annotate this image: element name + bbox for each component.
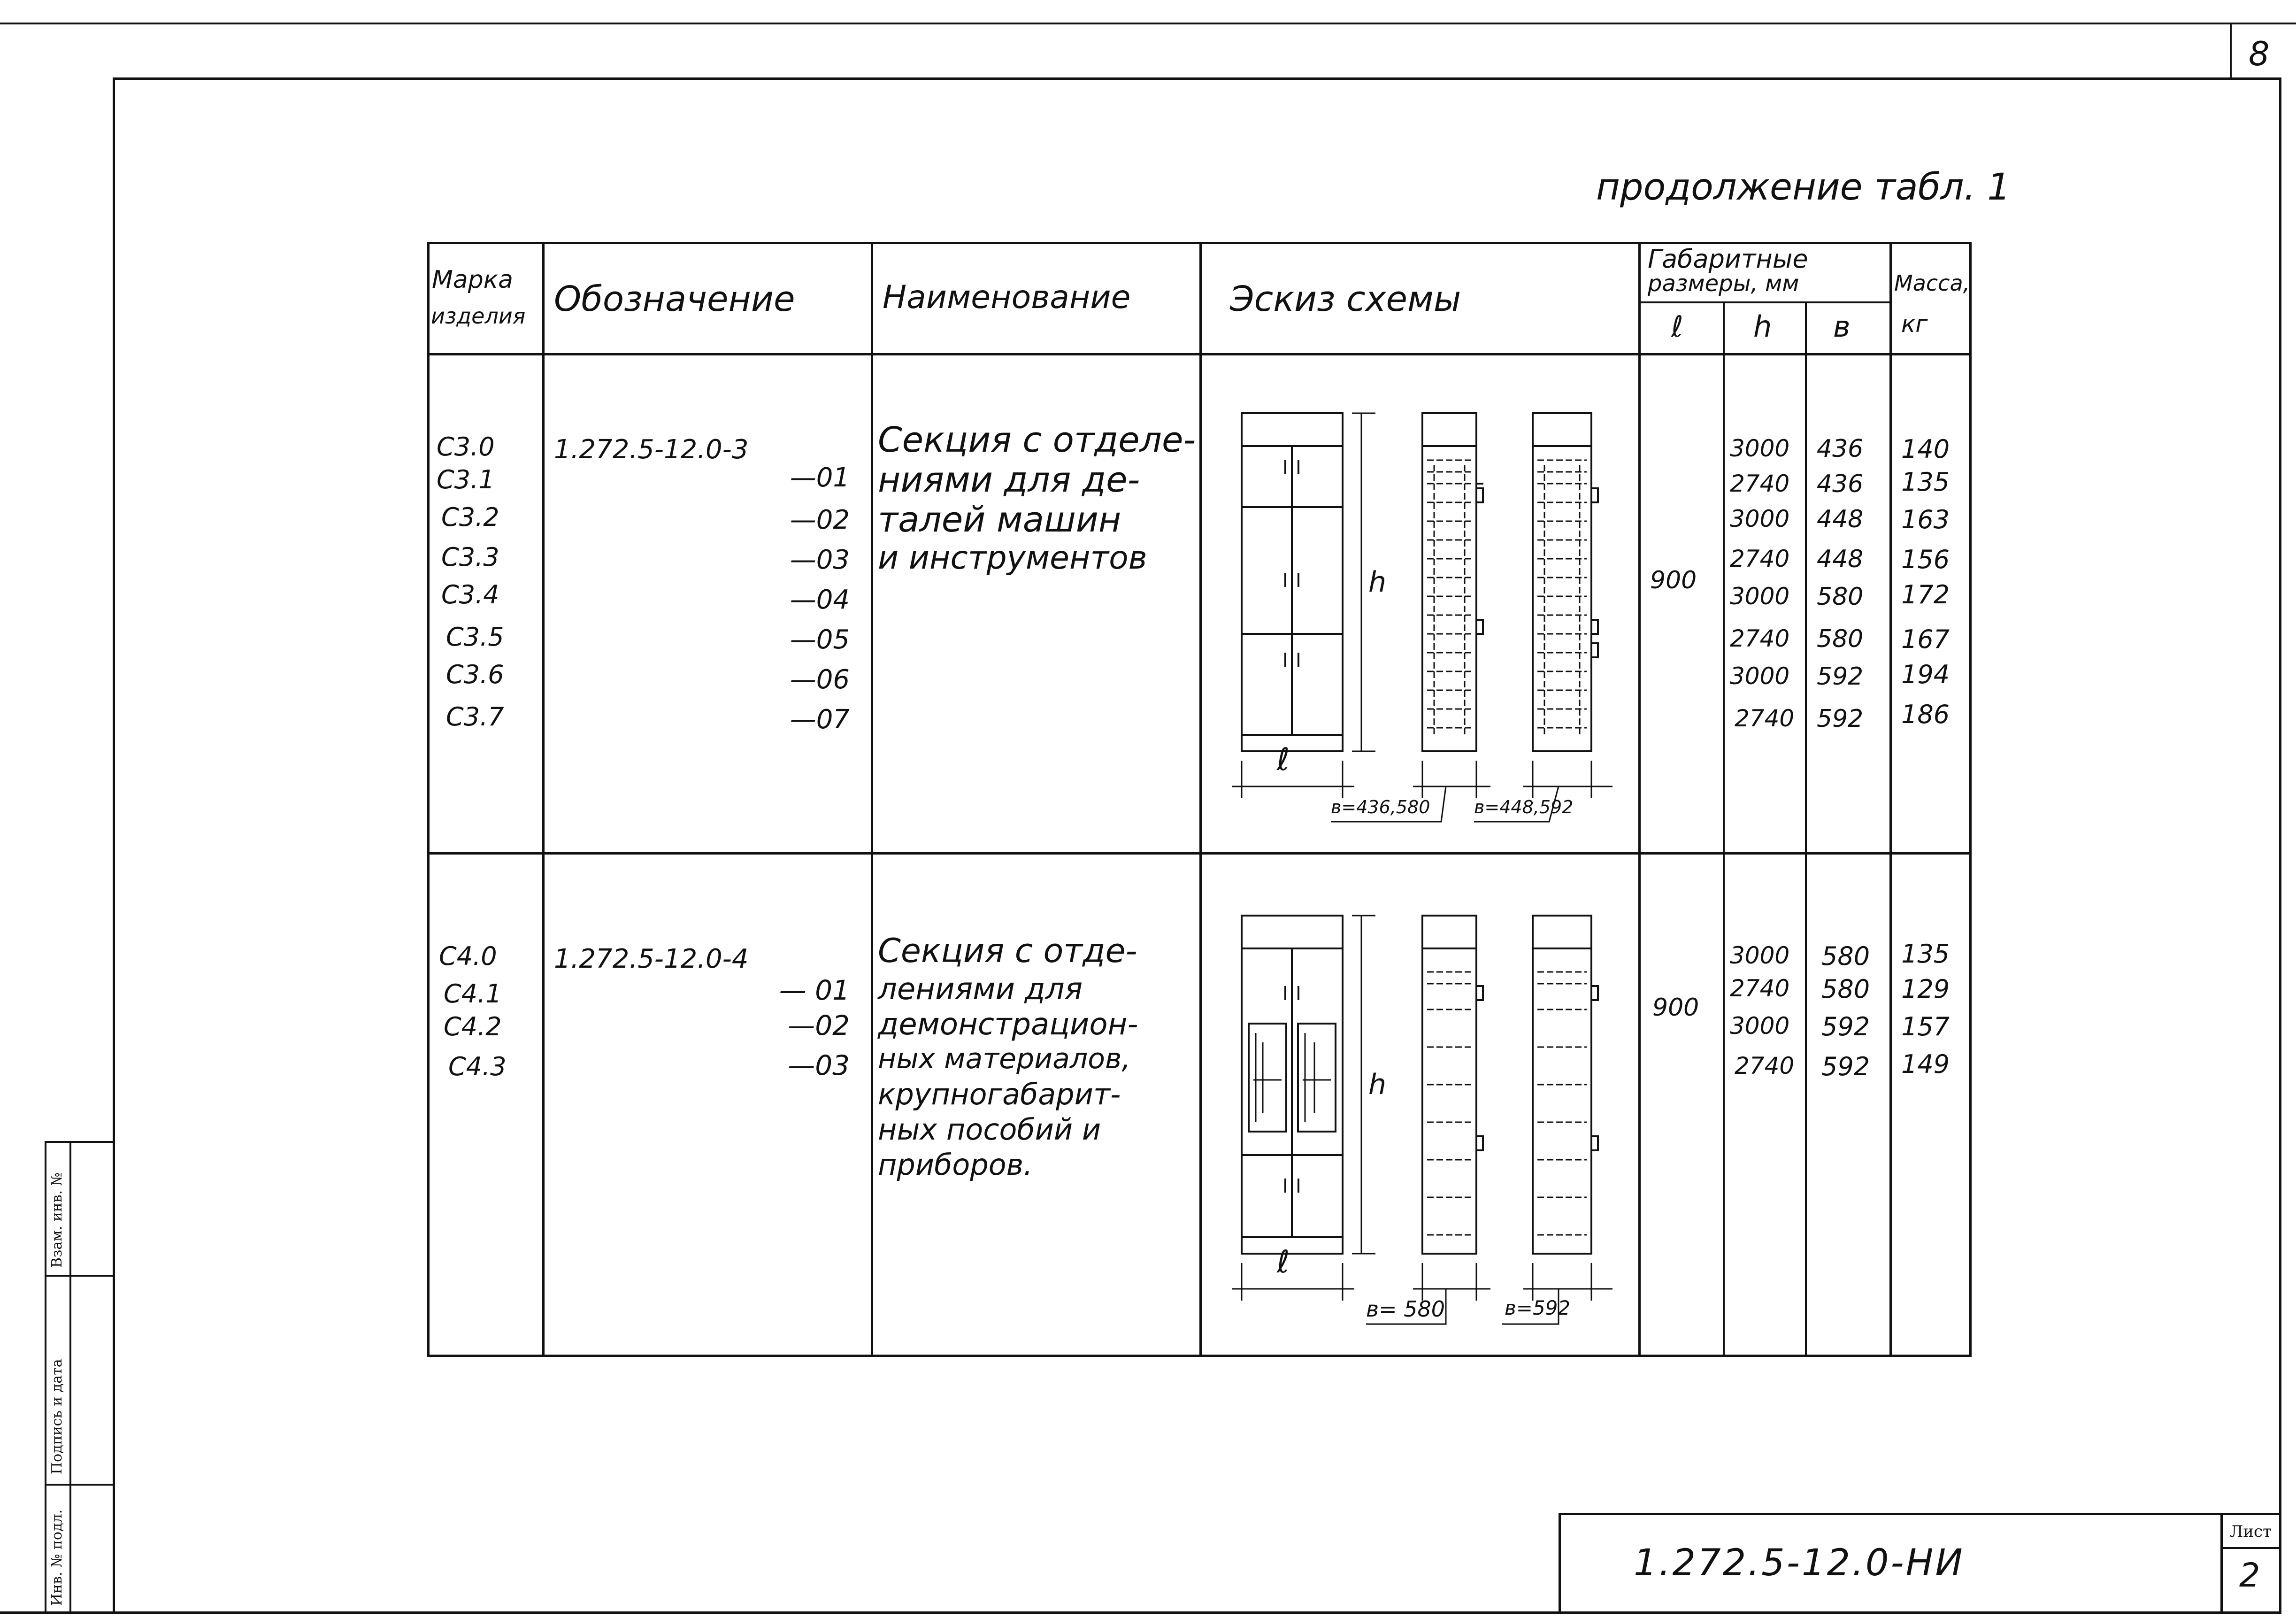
group2-b-3: 592 bbox=[1821, 1052, 1870, 1081]
group2-h-3: 2740 bbox=[1735, 1052, 1795, 1079]
frame-right-line bbox=[2279, 77, 2281, 1613]
col-line-8 bbox=[1969, 242, 1972, 1357]
group1-mass-3: 156 bbox=[1901, 545, 1950, 574]
group2-sketch-h-label: h bbox=[1368, 1068, 1387, 1101]
group2-name-line7: приборов. bbox=[878, 1148, 1033, 1182]
group2-b-1: 580 bbox=[1821, 974, 1870, 1004]
header-mark-line1: Марка bbox=[432, 266, 514, 294]
group1-b-4: 580 bbox=[1817, 583, 1864, 611]
stamp-top bbox=[45, 1141, 113, 1143]
group2-h-2: 3000 bbox=[1730, 1012, 1790, 1040]
group1-sketch-h-label: h bbox=[1368, 566, 1387, 599]
col-line-5 bbox=[1723, 302, 1725, 1357]
group1-suffix-6: —06 bbox=[790, 664, 850, 695]
group2-name-line3: демонстрацион- bbox=[878, 1007, 1138, 1042]
group2-h-1: 2740 bbox=[1730, 975, 1790, 1002]
stamp-inv-original: Инв. № подл. bbox=[49, 1509, 65, 1606]
col-line-0 bbox=[427, 242, 430, 1357]
group1-sketch-l-label: ℓ bbox=[1277, 741, 1290, 778]
header-sketch: Эскиз схемы bbox=[1230, 279, 1461, 319]
group1-mark-6: С3.6 bbox=[446, 660, 504, 689]
stamp-sign-date: Подпись и дата bbox=[49, 1359, 65, 1474]
group1-h-6: 3000 bbox=[1730, 663, 1790, 690]
header-mass-line2: кг bbox=[1901, 310, 1928, 338]
group2-suffix-1: — 01 bbox=[779, 974, 850, 1006]
header-dim-h: h bbox=[1753, 309, 1772, 344]
header-designation: Обозначение bbox=[554, 279, 795, 319]
stamp-sep-2 bbox=[45, 1484, 113, 1486]
group1-suffix-7: —07 bbox=[790, 704, 850, 735]
group1-h-1: 2740 bbox=[1730, 470, 1790, 497]
group1-name-line3: талей машин bbox=[878, 500, 1121, 540]
group1-name-line4: и инструментов bbox=[878, 539, 1147, 577]
group1-b-6: 592 bbox=[1817, 663, 1864, 691]
group1-name-line1: Секция с отделе- bbox=[878, 420, 1196, 460]
stamp-inner-border bbox=[69, 1141, 71, 1613]
continuation-note: продолжение табл. 1 bbox=[1596, 166, 2011, 208]
group1-mass-4: 172 bbox=[1901, 580, 1950, 609]
group1-mark-3: С3.3 bbox=[441, 542, 499, 572]
group1-b-1: 436 bbox=[1817, 470, 1864, 498]
group1-mark-4: С3.4 bbox=[441, 580, 499, 609]
group1-mass-5: 167 bbox=[1901, 624, 1950, 654]
group1-mass-1: 135 bbox=[1901, 467, 1950, 497]
group2-dim-l: 900 bbox=[1652, 994, 1699, 1022]
group1-name-line2: ниями для де- bbox=[878, 460, 1140, 500]
col-line-2 bbox=[871, 242, 873, 1357]
col-line-1 bbox=[542, 242, 545, 1357]
stamp-left-border bbox=[45, 1141, 46, 1613]
group2-suffix-2: —02 bbox=[788, 1009, 850, 1041]
group1-suffix-1: —01 bbox=[790, 462, 850, 493]
group1-b-2: 448 bbox=[1817, 505, 1864, 533]
group2-sketch-l-label: ℓ bbox=[1277, 1244, 1290, 1280]
group1-suffix-2: —02 bbox=[790, 505, 850, 535]
col-line-7 bbox=[1889, 242, 1892, 1357]
group2-suffix-3: —03 bbox=[788, 1049, 850, 1081]
header-dims-line2: размеры, мм bbox=[1648, 270, 1799, 297]
group1-b-0: 436 bbox=[1817, 435, 1864, 463]
group1-sketch-b2-label: в=448,592 bbox=[1474, 797, 1574, 817]
dims-subheader-line bbox=[1638, 301, 1892, 303]
group1-mark-0: С3.0 bbox=[437, 432, 495, 462]
group1-b-5: 580 bbox=[1817, 625, 1864, 653]
group2-mark-0: С4.0 bbox=[439, 941, 497, 971]
group2-name-line2: лениями для bbox=[878, 972, 1083, 1007]
col-line-3 bbox=[1199, 242, 1202, 1357]
group1-mark-7: С3.7 bbox=[446, 702, 504, 732]
header-name: Наименование bbox=[883, 279, 1131, 316]
group1-b-3: 448 bbox=[1817, 545, 1864, 573]
group2-mark-1: С4.1 bbox=[444, 979, 502, 1009]
group1-h-7: 2740 bbox=[1735, 705, 1795, 732]
stamp-sep-1 bbox=[45, 1275, 113, 1277]
col-line-4 bbox=[1638, 242, 1641, 1357]
group2-sketch-b1-label: в= 580 bbox=[1366, 1296, 1445, 1322]
group2-designation-base: 1.272.5-12.0-4 bbox=[554, 944, 749, 974]
group2-name-line1: Секция с отде- bbox=[878, 932, 1137, 970]
title-block-left bbox=[1559, 1513, 1561, 1614]
header-mark-line2: изделия bbox=[431, 303, 526, 329]
group1-h-4: 3000 bbox=[1730, 583, 1790, 610]
header-dim-l: ℓ bbox=[1671, 309, 1683, 344]
group2-name-line6: ных пособий и bbox=[878, 1112, 1101, 1147]
group2-name-line4: ных материалов, bbox=[878, 1042, 1131, 1075]
group2-mass-2: 157 bbox=[1901, 1012, 1950, 1041]
frame-top-line bbox=[113, 77, 2281, 80]
title-block-sheet-hline bbox=[2220, 1547, 2281, 1549]
corner-box-left bbox=[2230, 23, 2232, 80]
group2-b-0: 580 bbox=[1821, 941, 1870, 971]
group2-h-0: 3000 bbox=[1730, 942, 1790, 969]
frame-bottom-line bbox=[0, 1611, 2281, 1614]
header-dims-line1: Габаритные bbox=[1648, 244, 1808, 274]
group2-mass-3: 149 bbox=[1901, 1049, 1950, 1079]
header-dim-b: в bbox=[1833, 309, 1851, 344]
document-code: 1.272.5-12.0-НИ bbox=[1634, 1542, 1965, 1584]
group1-h-0: 3000 bbox=[1730, 435, 1790, 462]
group1-mass-2: 163 bbox=[1901, 505, 1950, 534]
group1-designation-base: 1.272.5-12.0-3 bbox=[554, 434, 749, 465]
group1-mass-0: 140 bbox=[1901, 434, 1950, 464]
group2-mass-1: 129 bbox=[1901, 974, 1950, 1004]
group2-mark-3: С4.3 bbox=[448, 1052, 507, 1081]
group1-mark-2: С3.2 bbox=[441, 502, 499, 532]
group1-h-5: 2740 bbox=[1730, 625, 1790, 652]
group1-mark-5: С3.5 bbox=[446, 622, 504, 652]
group1-dim-l: 900 bbox=[1650, 566, 1697, 594]
top-edge-line bbox=[0, 23, 2296, 24]
group1-suffix-4: —04 bbox=[790, 585, 850, 615]
group1-mass-6: 194 bbox=[1901, 660, 1950, 689]
group1-h-2: 3000 bbox=[1730, 505, 1790, 532]
group1-sketch-b1-label: в=436,580 bbox=[1331, 797, 1430, 817]
group2-b-2: 592 bbox=[1821, 1012, 1870, 1041]
title-block-sheet-sep bbox=[2220, 1513, 2223, 1614]
group1-suffix-3: —03 bbox=[790, 545, 850, 575]
frame-left-line bbox=[113, 77, 115, 1613]
sheet-number: 2 bbox=[2239, 1556, 2260, 1595]
stamp-inv-replaced: Взам. инв. № bbox=[49, 1172, 65, 1268]
col-line-6 bbox=[1805, 302, 1807, 1357]
sheet-corner-number: 8 bbox=[2249, 35, 2270, 73]
group1-mass-7: 186 bbox=[1901, 700, 1950, 729]
group2-sketch-b2-label: в=592 bbox=[1505, 1296, 1571, 1319]
group1-h-3: 2740 bbox=[1730, 545, 1790, 572]
group1-suffix-5: —05 bbox=[790, 624, 850, 655]
sheet-label: Лист bbox=[2230, 1522, 2272, 1541]
group2-mark-2: С4.2 bbox=[444, 1012, 502, 1041]
title-block-top bbox=[1559, 1513, 2281, 1515]
group1-mark-1: С3.1 bbox=[437, 465, 495, 494]
header-mass-line1: Масса, bbox=[1894, 270, 1970, 296]
group2-name-line5: крупногабарит- bbox=[878, 1077, 1121, 1111]
group2-mass-0: 135 bbox=[1901, 939, 1950, 969]
group1-b-7: 592 bbox=[1817, 705, 1864, 733]
